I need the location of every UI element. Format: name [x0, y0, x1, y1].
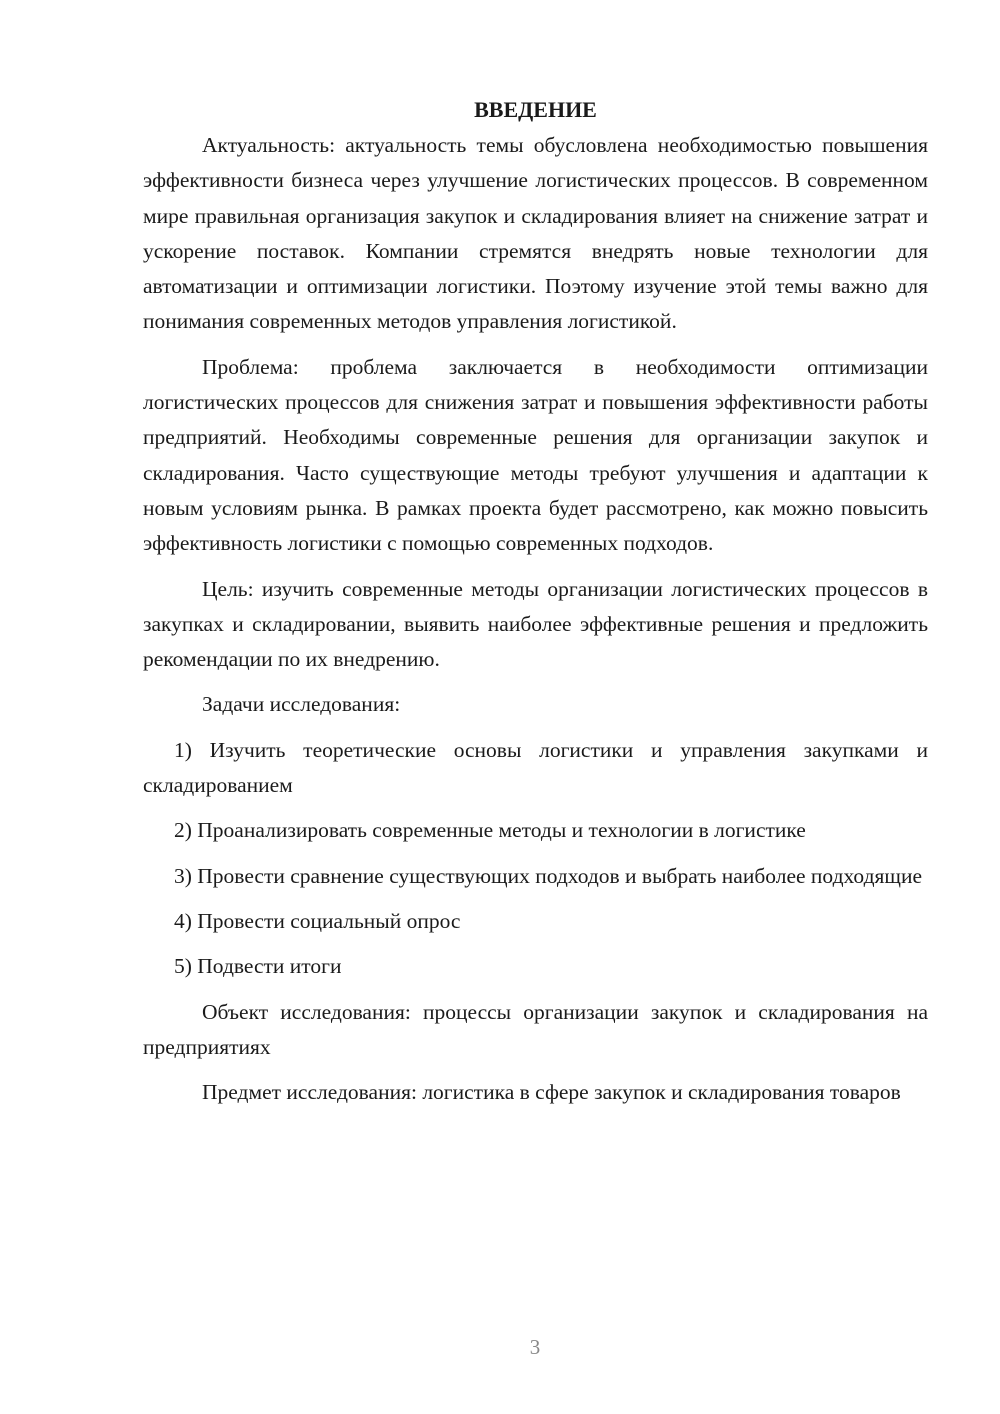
task-item: 2) Проанализировать современные методы и технологии в логистике: [174, 818, 806, 843]
task-item: 4) Провести социальный опрос: [174, 908, 461, 933]
page-number: 3: [529, 1335, 541, 1359]
section-heading: ВВЕДЕНИЕ: [474, 97, 597, 122]
object-paragraph: Объект исследования: процессы организации закупок и складирования на предприятиях: [143, 999, 928, 1059]
page-content: [143, 95, 928, 1120]
subject-paragraph: Предмет исследования: логистика в сфере закупок и складирования товаров: [202, 1080, 901, 1105]
tasks-heading: Задачи исследования:: [202, 692, 401, 717]
task-item: 1) Изучить теоретические основы логистики и управления закупками и складированием: [143, 737, 928, 798]
task-item: 5) Подвести итоги: [174, 954, 342, 979]
task-item: 3) Провести сравнение существующих подходов и выбрать наиболее подходящие: [174, 863, 922, 888]
relevance-paragraph: Актуальность: актуальность темы обусловлена необходимостью повышения эффективности бизнеса через улучшение логистических процессов. В современном мире правильная организация закупок и складирования влияет на снижение затрат и ускорение поставок. Компании стремятся внедрять новые технологии для автоматизации и оптимизации логистики. Поэтому изучение этой темы важно для понимания современных методов управления логистикой.: [143, 133, 928, 334]
goal-paragraph: Цель: изучить современные методы организации логистических процессов в закупках и складировании, выявить наиболее эффективные решения и предложить рекомендации по их внедрению.: [143, 576, 928, 672]
problem-paragraph: Проблема: проблема заключается в необходимости оптимизации логистических процессов для снижения затрат и повышения эффективности работы предприятий. Необходимы современные решения для организации закупок и складирования. Часто существующие методы требуют улучшения и адаптации к новым условиям рынка. В рамках проекта будет рассмотрено, как можно повысить эффективность логистики с помощью современных подходов.: [143, 354, 928, 556]
